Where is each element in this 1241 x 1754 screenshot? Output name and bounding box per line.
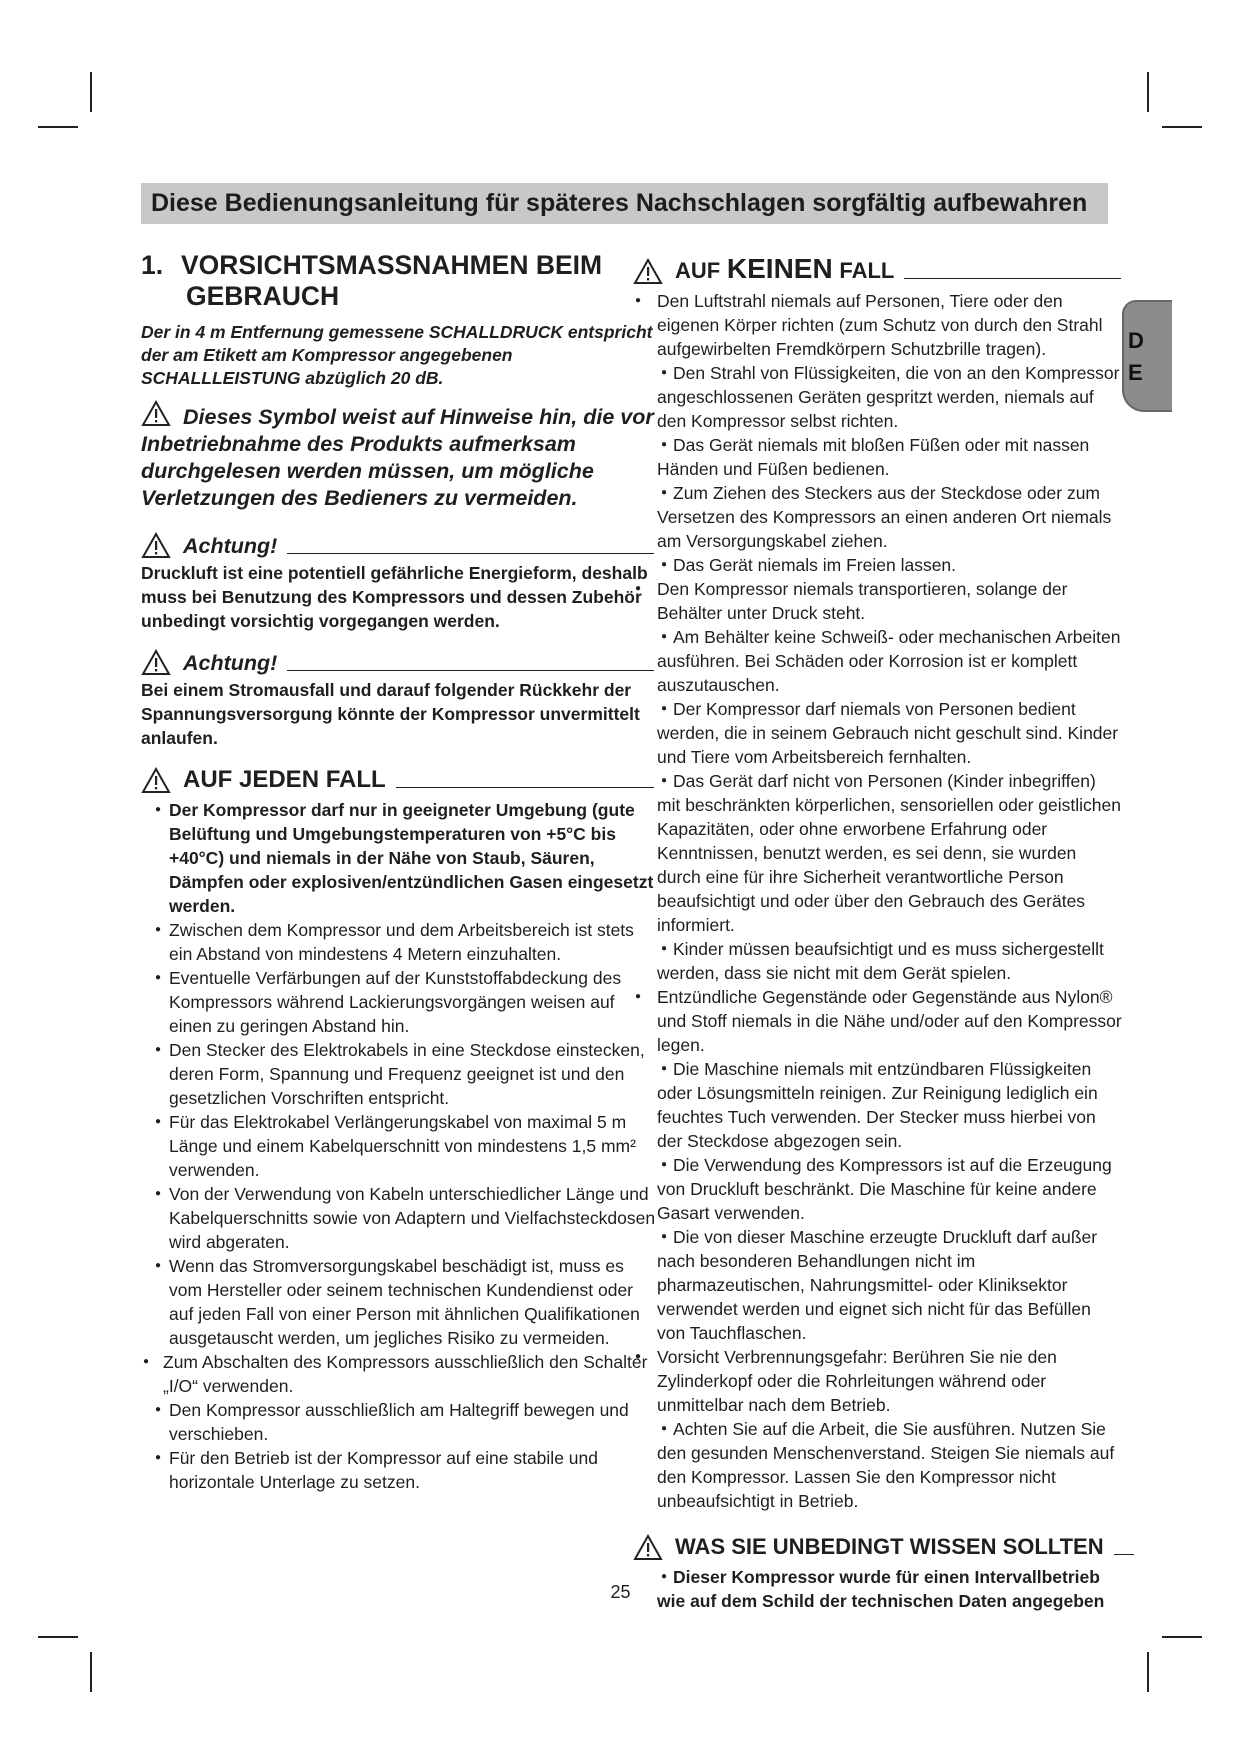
section-title-line1: VORSICHTSMASSNAHMEN BEIM: [181, 250, 603, 280]
list-item: ● Zum Ziehen des Steckers aus der Steckdose oder zum Versetzen des Kompressors an einen anderen Ort niemals am Versorgungskabel ziehen.: [633, 481, 1123, 553]
warning1-heading: [141, 532, 656, 559]
was-sie-wissen-title: WAS SIE UNBEDINGT WISSEN SOLLTEN: [675, 1534, 1104, 1559]
auf-keinen-fall-list: [633, 289, 1123, 1513]
list-item: ● Eventuelle Verfärbungen auf der Kunststoffabdeckung des Kompressors während Lackierungsvorgängen weisen auf einen zu geringen Abstand hin.: [141, 966, 656, 1038]
list-item: ● Den Kompressor niemals transportieren, solange der Behälter unter Druck steht.: [633, 577, 1123, 625]
title-suffix: FALL: [839, 258, 895, 283]
list-item: ● Die Verwendung des Kompressors ist auf die Erzeugung von Druckluft beschränkt. Die Maschine für keine andere Gasart verwenden.: [633, 1153, 1123, 1225]
list-item: ● Zum Abschalten des Kompressors ausschließlich den Schalter „I/O“ verwenden.: [141, 1350, 656, 1398]
list-item: ● Für den Betrieb ist der Kompressor auf eine stabile und horizontale Unterlage zu setzen.: [141, 1446, 656, 1494]
language-tab-letter: E: [1128, 360, 1143, 385]
crop-mark: [1162, 1636, 1202, 1638]
header-banner: Diese Bedienungsanleitung für späteres Nachschlagen sorgfältig aufbewahren: [141, 183, 1108, 224]
symbol-note: [141, 400, 656, 512]
crop-mark: [1147, 1652, 1149, 1692]
warning1-text: Druckluft ist eine potentiell gefährliche Energieform, deshalb muss bei Benutzung des Kompressors und dessen Zubehör unbedingt vorsichtig vorgegangen werden.: [141, 563, 648, 631]
warning1-label: Achtung!: [183, 534, 278, 558]
was-sie-wissen-heading: [633, 1533, 1123, 1561]
heading-rule: [287, 553, 654, 554]
crop-mark: [1147, 72, 1149, 112]
crop-mark: [90, 1652, 92, 1692]
auf-jeden-fall-title: AUF JEDEN FALL: [183, 766, 386, 793]
warning2-label: Achtung!: [183, 651, 278, 675]
list-item: ● Der Kompressor darf niemals von Personen bedient werden, die in seinem Gebrauch nicht geschult sind. Kinder und Tiere vom Arbeitsbereich fernhalten.: [633, 697, 1123, 769]
list-item: ● Zwischen dem Kompressor und dem Arbeitsbereich ist stets ein Abstand von mindestens 4 Metern einzuhalten.: [141, 918, 656, 966]
warning-triangle-icon: [141, 767, 171, 794]
list-item: ● Das Gerät niemals im Freien lassen.: [633, 553, 1123, 577]
section-title: [141, 250, 656, 312]
crop-mark: [90, 72, 92, 112]
crop-mark: [38, 126, 78, 128]
heading-rule: [396, 787, 654, 788]
list-item: ● Entzündliche Gegenstände oder Gegenstände aus Nylon® und Stoff niemals in die Nähe und/oder auf den Kompressor legen.: [633, 985, 1123, 1057]
list-item: ● Achten Sie auf die Arbeit, die Sie ausführen. Nutzen Sie den gesunden Menschenverstand. Steigen Sie niemals auf den Kompressor. Lassen Sie den Kompressor nicht unbeaufsichtigt in Betrieb.: [633, 1417, 1123, 1513]
warning2-heading: [141, 649, 656, 676]
crop-mark: [38, 1636, 78, 1638]
list-item: ● Für das Elektrokabel Verlängerungskabel von maximal 5 m Länge und einem Kabelquerschnitt von mindestens 1,5 mm² verwenden.: [141, 1110, 656, 1182]
right-column: [633, 255, 1123, 1613]
list-item: ● Das Gerät niemals mit bloßen Füßen oder mit nassen Händen und Füßen bedienen.: [633, 433, 1123, 481]
auf-jeden-fall-list: [141, 798, 656, 1494]
heading-rule: [287, 670, 654, 671]
list-item: ● Den Stecker des Elektrokabels in eine Steckdose einstecken, deren Form, Spannung und Frequenz geeignet ist und den gesetzlichen Vorschriften entspricht.: [141, 1038, 656, 1110]
list-item: ● Dieser Kompressor wurde für einen Intervallbetrieb wie auf dem Schild der technischen Daten angegeben: [633, 1565, 1123, 1613]
language-tab-letter: D: [1128, 328, 1144, 353]
auf-jeden-fall-heading: [141, 766, 656, 794]
list-item: ● Den Kompressor ausschließlich am Haltegriff bewegen und verschieben.: [141, 1398, 656, 1446]
list-item: ● Den Strahl von Flüssigkeiten, die von an den Kompressor angeschlossenen Geräten gespritzt werden, niemals auf den Kompressor selbst richten.: [633, 361, 1123, 433]
warning-triangle-icon: [633, 1534, 663, 1561]
warning2-text: Bei einem Stromausfall und darauf folgender Rückkehr der Spannungsversorgung könnte der Kompressor unvermittelt anlaufen.: [141, 680, 640, 748]
list-item: ● Wenn das Stromversorgungskabel beschädigt ist, muss es vom Hersteller oder seinem technischen Kundendienst oder auf jeden Fall von einer Person mit ähnlichen Qualifikationen ausgetauscht werden, um jegliches Risiko zu vermeiden.: [141, 1254, 656, 1350]
list-item: ● Am Behälter keine Schweiß- oder mechanischen Arbeiten ausführen. Bei Schäden oder Korrosion ist er komplett auszutauschen.: [633, 625, 1123, 697]
list-item: ● Vorsicht Verbrennungsgefahr: Berühren Sie nie den Zylinderkopf oder die Rohrleitungen während oder unmittelbar nach dem Betrieb.: [633, 1345, 1123, 1417]
warning-triangle-icon: [141, 649, 171, 676]
list-item: ● Das Gerät darf nicht von Personen (Kinder inbegriffen) mit beschränkten körperlichen, sensoriellen oder geistlichen Kapazitäten, oder ohne erworbene Erfahrung oder Kenntnissen, benutzt werden, es sei denn, sie wurden durch eine für ihre Sicherheit verantwortliche Person beaufsichtigt und oder über den Gebrauch des Gerätes informiert.: [633, 769, 1123, 937]
list-item: ● Den Luftstrahl niemals auf Personen, Tiere oder den eigenen Körper richten (zum Schutz von durch den Strahl aufgewirbelten Fremdkörpern Schutzbrille tragen).: [633, 289, 1123, 361]
list-item: ● Die von dieser Maschine erzeugte Druckluft darf außer nach besonderen Behandlungen nicht im pharmazeutischen, Nahrungsmittel- oder Kliniksektor verwendet werden und eignet sich nicht für das Befüllen von Tauchflaschen.: [633, 1225, 1123, 1345]
list-item: ● Kinder müssen beaufsichtigt und es muss sichergestellt werden, dass sie nicht mit dem Gerät spielen.: [633, 937, 1123, 985]
warning-triangle-icon: [141, 532, 171, 559]
auf-keinen-fall-title: [675, 255, 894, 285]
warning-triangle-icon: [633, 258, 663, 285]
section-title-line2: GEBRAUCH: [186, 281, 340, 311]
crop-mark: [1162, 126, 1202, 128]
title-main: KEINEN: [726, 253, 833, 284]
list-item: ● Von der Verwendung von Kabeln unterschiedlicher Länge und Kabelquerschnitts sowie von Adaptern und Vielfachsteckdosen wird abgeraten.: [141, 1182, 656, 1254]
intro-text: Der in 4 m Entfernung gemessene SCHALLDRUCK entspricht der am Etikett am Kompressor angegebenen SCHALLLEISTUNG abzüglich 20 dB.: [141, 322, 653, 388]
list-item: ● Der Kompressor darf nur in geeigneter Umgebung (gute Belüftung und Umgebungstemperaturen von +5°C bis +40°C) und niemals in der Nähe von Staub, Säuren, Dämpfen oder explosiven/entzündlichen Gasen eingesetzt werden.: [141, 798, 656, 918]
list-item: ● Die Maschine niemals mit entzündbaren Flüssigkeiten oder Lösungsmitteln reinigen. Zur Reinigung lediglich ein feuchtes Tuch verwenden. Der Stecker muss hierbei von der Steckdose abgezogen sein.: [633, 1057, 1123, 1153]
heading-rule: [904, 278, 1121, 279]
symbol-note-text: Dieses Symbol weist auf Hinweise hin, die vor Inbetriebnahme des Produkts aufmerksam durchgelesen werden müssen, um mögliche Verletzungen des Bedieners zu vermeiden.: [141, 405, 654, 510]
section-number: 1.: [141, 250, 164, 280]
auf-keinen-fall-heading: [633, 255, 1123, 285]
page-number: 25: [610, 1582, 631, 1602]
language-tab: [1122, 300, 1172, 412]
heading-rule: [1114, 1554, 1134, 1555]
left-column: [141, 250, 656, 1494]
warning-triangle-icon: [141, 400, 171, 427]
title-prefix: AUF: [675, 258, 721, 283]
